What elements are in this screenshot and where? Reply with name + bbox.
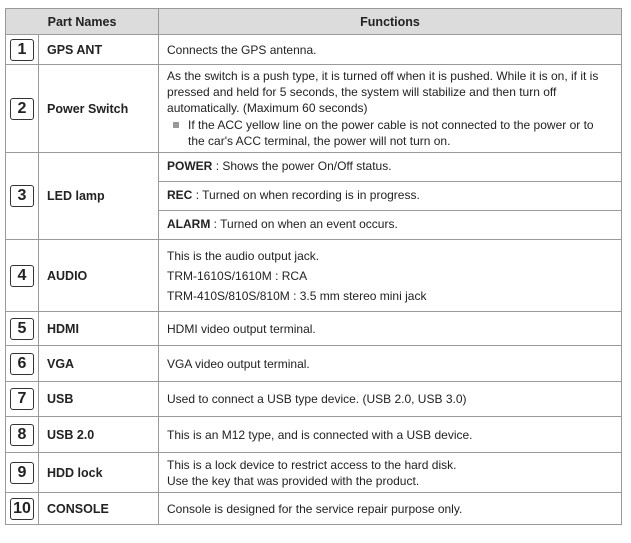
part-number-badge: 8 bbox=[10, 424, 34, 446]
table-row bbox=[6, 153, 622, 240]
part-number-badge: 10 bbox=[10, 498, 34, 520]
part-function: Used to connect a USB type device. (USB 2.0, USB 3.0) bbox=[159, 382, 622, 417]
table-row bbox=[6, 35, 622, 65]
header-part-names: Part Names bbox=[6, 9, 159, 35]
part-name: Power Switch bbox=[39, 65, 159, 153]
part-number-badge: 9 bbox=[10, 462, 34, 484]
part-name: AUDIO bbox=[39, 240, 159, 312]
part-name: CONSOLE bbox=[39, 493, 159, 525]
part-number-badge: 5 bbox=[10, 318, 34, 340]
header-functions: Functions bbox=[159, 9, 622, 35]
part-function: VGA video output terminal. bbox=[159, 346, 622, 382]
led-alarm-line: ALARM : Turned on when an event occurs. bbox=[167, 217, 398, 231]
note-text: If the ACC yellow line on the power cable is not connected to the power or to the car's ACC terminal, the power will not turn on. bbox=[188, 118, 594, 148]
led-rec-line: REC : Turned on when recording is in progress. bbox=[159, 182, 621, 211]
part-name: LED lamp bbox=[39, 153, 159, 240]
part-function: This is an M12 type, and is connected with a USB device. bbox=[159, 417, 622, 453]
hdd-lock-line: This is a lock device to restrict access to the hard disk. bbox=[167, 457, 457, 472]
table-row bbox=[6, 493, 622, 525]
table-row bbox=[6, 240, 622, 312]
hdd-lock-line: Use the key that was provided with the product. bbox=[167, 473, 420, 488]
table-row bbox=[6, 312, 622, 346]
part-function: Connects the GPS antenna. bbox=[159, 35, 622, 65]
part-number-badge: 1 bbox=[10, 39, 34, 61]
part-name: USB 2.0 bbox=[39, 417, 159, 453]
part-name: HDD lock bbox=[39, 453, 159, 493]
header-row bbox=[6, 9, 622, 35]
part-name: GPS ANT bbox=[39, 35, 159, 65]
table-row bbox=[6, 417, 622, 453]
audio-line: TRM-410S/810S/810M : 3.5 mm stereo mini jack bbox=[167, 288, 427, 303]
part-function: As the switch is a push type, it is turned off when it is pushed. While it is on, if it is pressed and held for 5 seconds, the system will stabilize and then turn off automatically. (Maximum 60 seconds) bbox=[167, 69, 599, 115]
table-row bbox=[6, 65, 622, 153]
part-number-badge: 7 bbox=[10, 388, 34, 410]
note bbox=[167, 117, 613, 149]
part-function: Console is designed for the service repair purpose only. bbox=[159, 493, 622, 525]
part-function: HDMI video output terminal. bbox=[159, 312, 622, 346]
part-name: HDMI bbox=[39, 312, 159, 346]
note-bullet-icon bbox=[173, 122, 179, 128]
part-number-badge: 3 bbox=[10, 185, 34, 207]
audio-line: TRM-1610S/1610M : RCA bbox=[167, 268, 308, 283]
part-number-badge: 6 bbox=[10, 353, 34, 375]
audio-line: This is the audio output jack. bbox=[167, 248, 320, 263]
part-number-badge: 4 bbox=[10, 265, 34, 287]
parts-table bbox=[5, 8, 622, 525]
table-row bbox=[6, 382, 622, 417]
table-row bbox=[6, 346, 622, 382]
part-number-badge: 2 bbox=[10, 98, 34, 120]
led-power-line: POWER : Shows the power On/Off status. bbox=[159, 153, 621, 182]
part-name: USB bbox=[39, 382, 159, 417]
part-name: VGA bbox=[39, 346, 159, 382]
table-row bbox=[6, 453, 622, 493]
